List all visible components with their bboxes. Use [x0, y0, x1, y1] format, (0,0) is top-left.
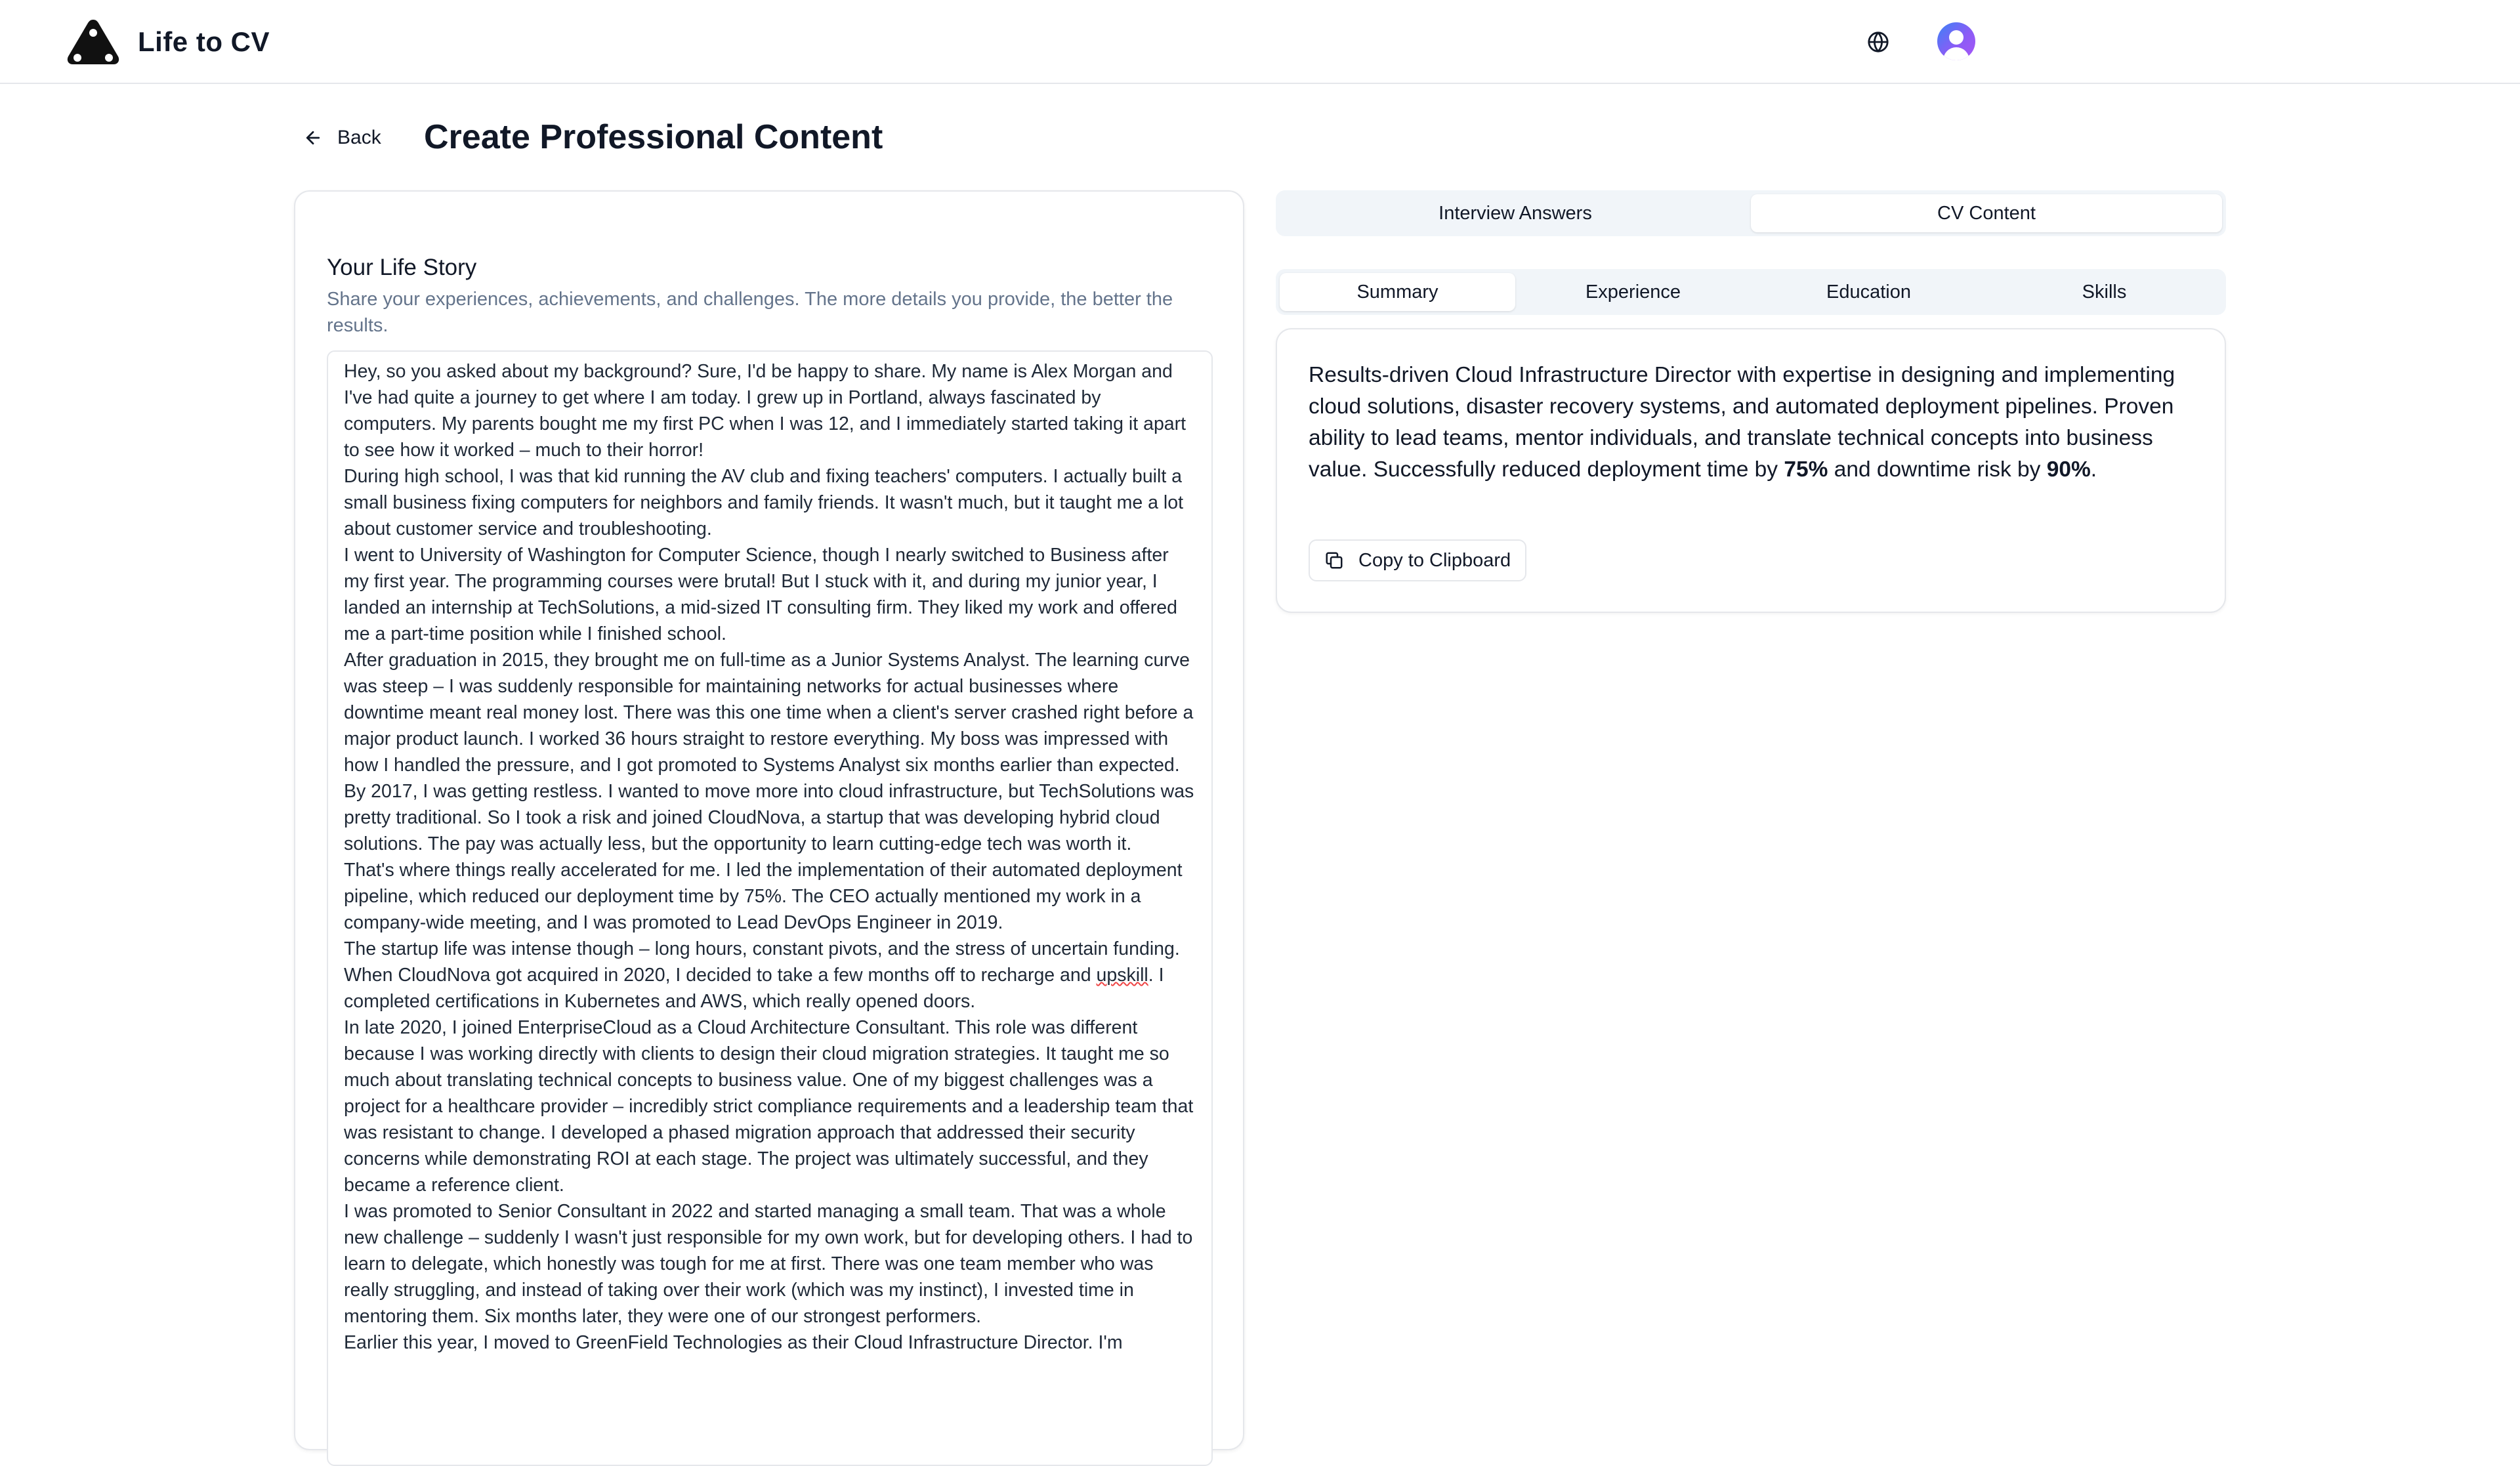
downtime-reduction-value: 90%: [2046, 457, 2091, 482]
story-paragraph: Hey, so you asked about my background? Sure, I'd be happy to share. My name is Alex Morgan and I've had quite a journey to get where I am today. I grew up in Portland, always fascinated by computers. My parents bought me my first PC when I was 12, and I immediately started taking it apart to see how it worked – much to their horror!: [344, 361, 1186, 461]
story-paragraph: By 2017, I was getting restless. I wanted to move more into cloud infrastructure, but TechSolutions was pretty traditional. So I took a risk and joined CloudNova, a startup that was developing hybrid cloud solutions. The pay was actually less, but the opportunity to learn cutting-edge tech was worth it.: [344, 781, 1194, 854]
copy-to-clipboard-button[interactable]: [1309, 539, 1526, 581]
page-title: Create Professional Content: [424, 118, 883, 156]
deployment-reduction-value: 75%: [1784, 457, 1828, 482]
tab-experience[interactable]: Experience: [1585, 281, 1681, 303]
language-button[interactable]: [1865, 29, 1891, 55]
triangle-logo-icon: [66, 17, 121, 67]
globe-icon: [1867, 31, 1889, 53]
back-label: Back: [337, 127, 381, 148]
tab-interview-answers[interactable]: Interview Answers: [1438, 202, 1592, 224]
avatar-head: [1949, 30, 1964, 45]
tab-education[interactable]: Education: [1826, 281, 1911, 303]
tab-summary[interactable]: Summary: [1280, 273, 1515, 311]
life-story-textarea[interactable]: [327, 350, 1213, 1466]
app-name: Life to CV: [138, 26, 270, 57]
story-paragraph: The startup life was intense though – long hours, constant pivots, and the stress of uncertain funding. When CloudNova got acquired in 2020, I decided to take a few months off to recharge and upskill. I completed certifications in Kubernetes and AWS, which really opened doors.: [344, 938, 1180, 1012]
cv-section-tabs: [1276, 269, 2226, 315]
arrow-left-icon: [303, 128, 323, 148]
story-paragraph: In late 2020, I joined EnterpriseCloud as a Cloud Architecture Consultant. This role was different because I was working directly with clients to design their cloud migration strategies. It taught me so much about translating technical concepts to business value. One of my biggest challenges was a project for a healthcare provider – incredibly strict compliance requirements and a leadership team that was resistant to change. I developed a phased migration approach that addressed their security concerns while demonstrating ROI at each stage. The project was ultimately successful, and they became a reference client.: [344, 1017, 1194, 1196]
life-story-label: Your Life Story: [327, 255, 477, 280]
tab-cv-content[interactable]: CV Content: [1751, 194, 2222, 232]
story-paragraph: After graduation in 2015, they brought me on full-time as a Junior Systems Analyst. The learning curve was steep – I was suddenly responsible for maintaining networks for actual businesses where downtime meant real money lost. There was this one time when a client's server crashed right before a major product launch. I worked 36 hours straight to restore everything. My boss was impressed with how I handled the pressure, and I got promoted to Systems Analyst six months earlier than expected.: [344, 650, 1194, 776]
story-paragraph: I was promoted to Senior Consultant in 2022 and started managing a small team. That was a whole new challenge – suddenly I wasn't just responsible for my own work, but for developing others. I had to learn to delegate, which honestly was tough for me at first. There was one team member who was really struggling, and instead of taking over their work (which was my instinct), I invested time in mentoring them. Six months later, they were one of our strongest performers.: [344, 1201, 1193, 1327]
content-type-tabs: [1276, 190, 2226, 236]
top-navigation-bar: [0, 0, 2520, 84]
story-paragraph: That's where things really accelerated for me. I led the implementation of their automated deployment pipeline, which reduced our deployment time by 75%. The CEO actually mentioned my work in a company-wide meeting, and I was promoted to Lead DevOps Engineer in 2019.: [344, 860, 1183, 933]
brand[interactable]: [66, 12, 270, 72]
copy-icon: [1324, 551, 1344, 570]
summary-text: Results-driven Cloud Infrastructure Director with expertise in designing and implementing cloud solutions, disaster recovery systems, and automated deployment pipelines. Proven ability to lead teams, mentor individuals, and translate technical concepts into business value. Successfully reduced deployment time by 75% and downtime risk by 90%.: [1309, 363, 2175, 482]
copy-label: Copy to Clipboard: [1358, 549, 1511, 571]
avatar-body: [1943, 47, 1969, 60]
back-button[interactable]: [303, 119, 381, 156]
summary-card: [1276, 328, 2226, 613]
life-story-help-text: Share your experiences, achievements, and challenges. The more details you provide, the better the results.: [327, 289, 1173, 336]
life-story-card: [294, 190, 1244, 1450]
story-paragraph: I went to University of Washington for Computer Science, though I nearly switched to Business after my first year. The programming courses were brutal! But I stuck with it, and during my junior year, I landed an internship at TechSolutions, a mid-sized IT consulting firm. They liked my work and offered me a part-time position while I finished school.: [344, 545, 1177, 644]
tab-skills[interactable]: Skills: [2082, 281, 2127, 303]
story-paragraph: Earlier this year, I moved to GreenField Technologies as their Cloud Infrastructure Director. I'm: [344, 1332, 1123, 1353]
story-paragraph: During high school, I was that kid running the AV club and fixing teachers' computers. I actually built a small business fixing computers for neighbors and family friends. It wasn't much, but it taught me a lot about customer service and troubleshooting.: [344, 466, 1184, 539]
user-avatar-icon[interactable]: [1937, 22, 1975, 60]
